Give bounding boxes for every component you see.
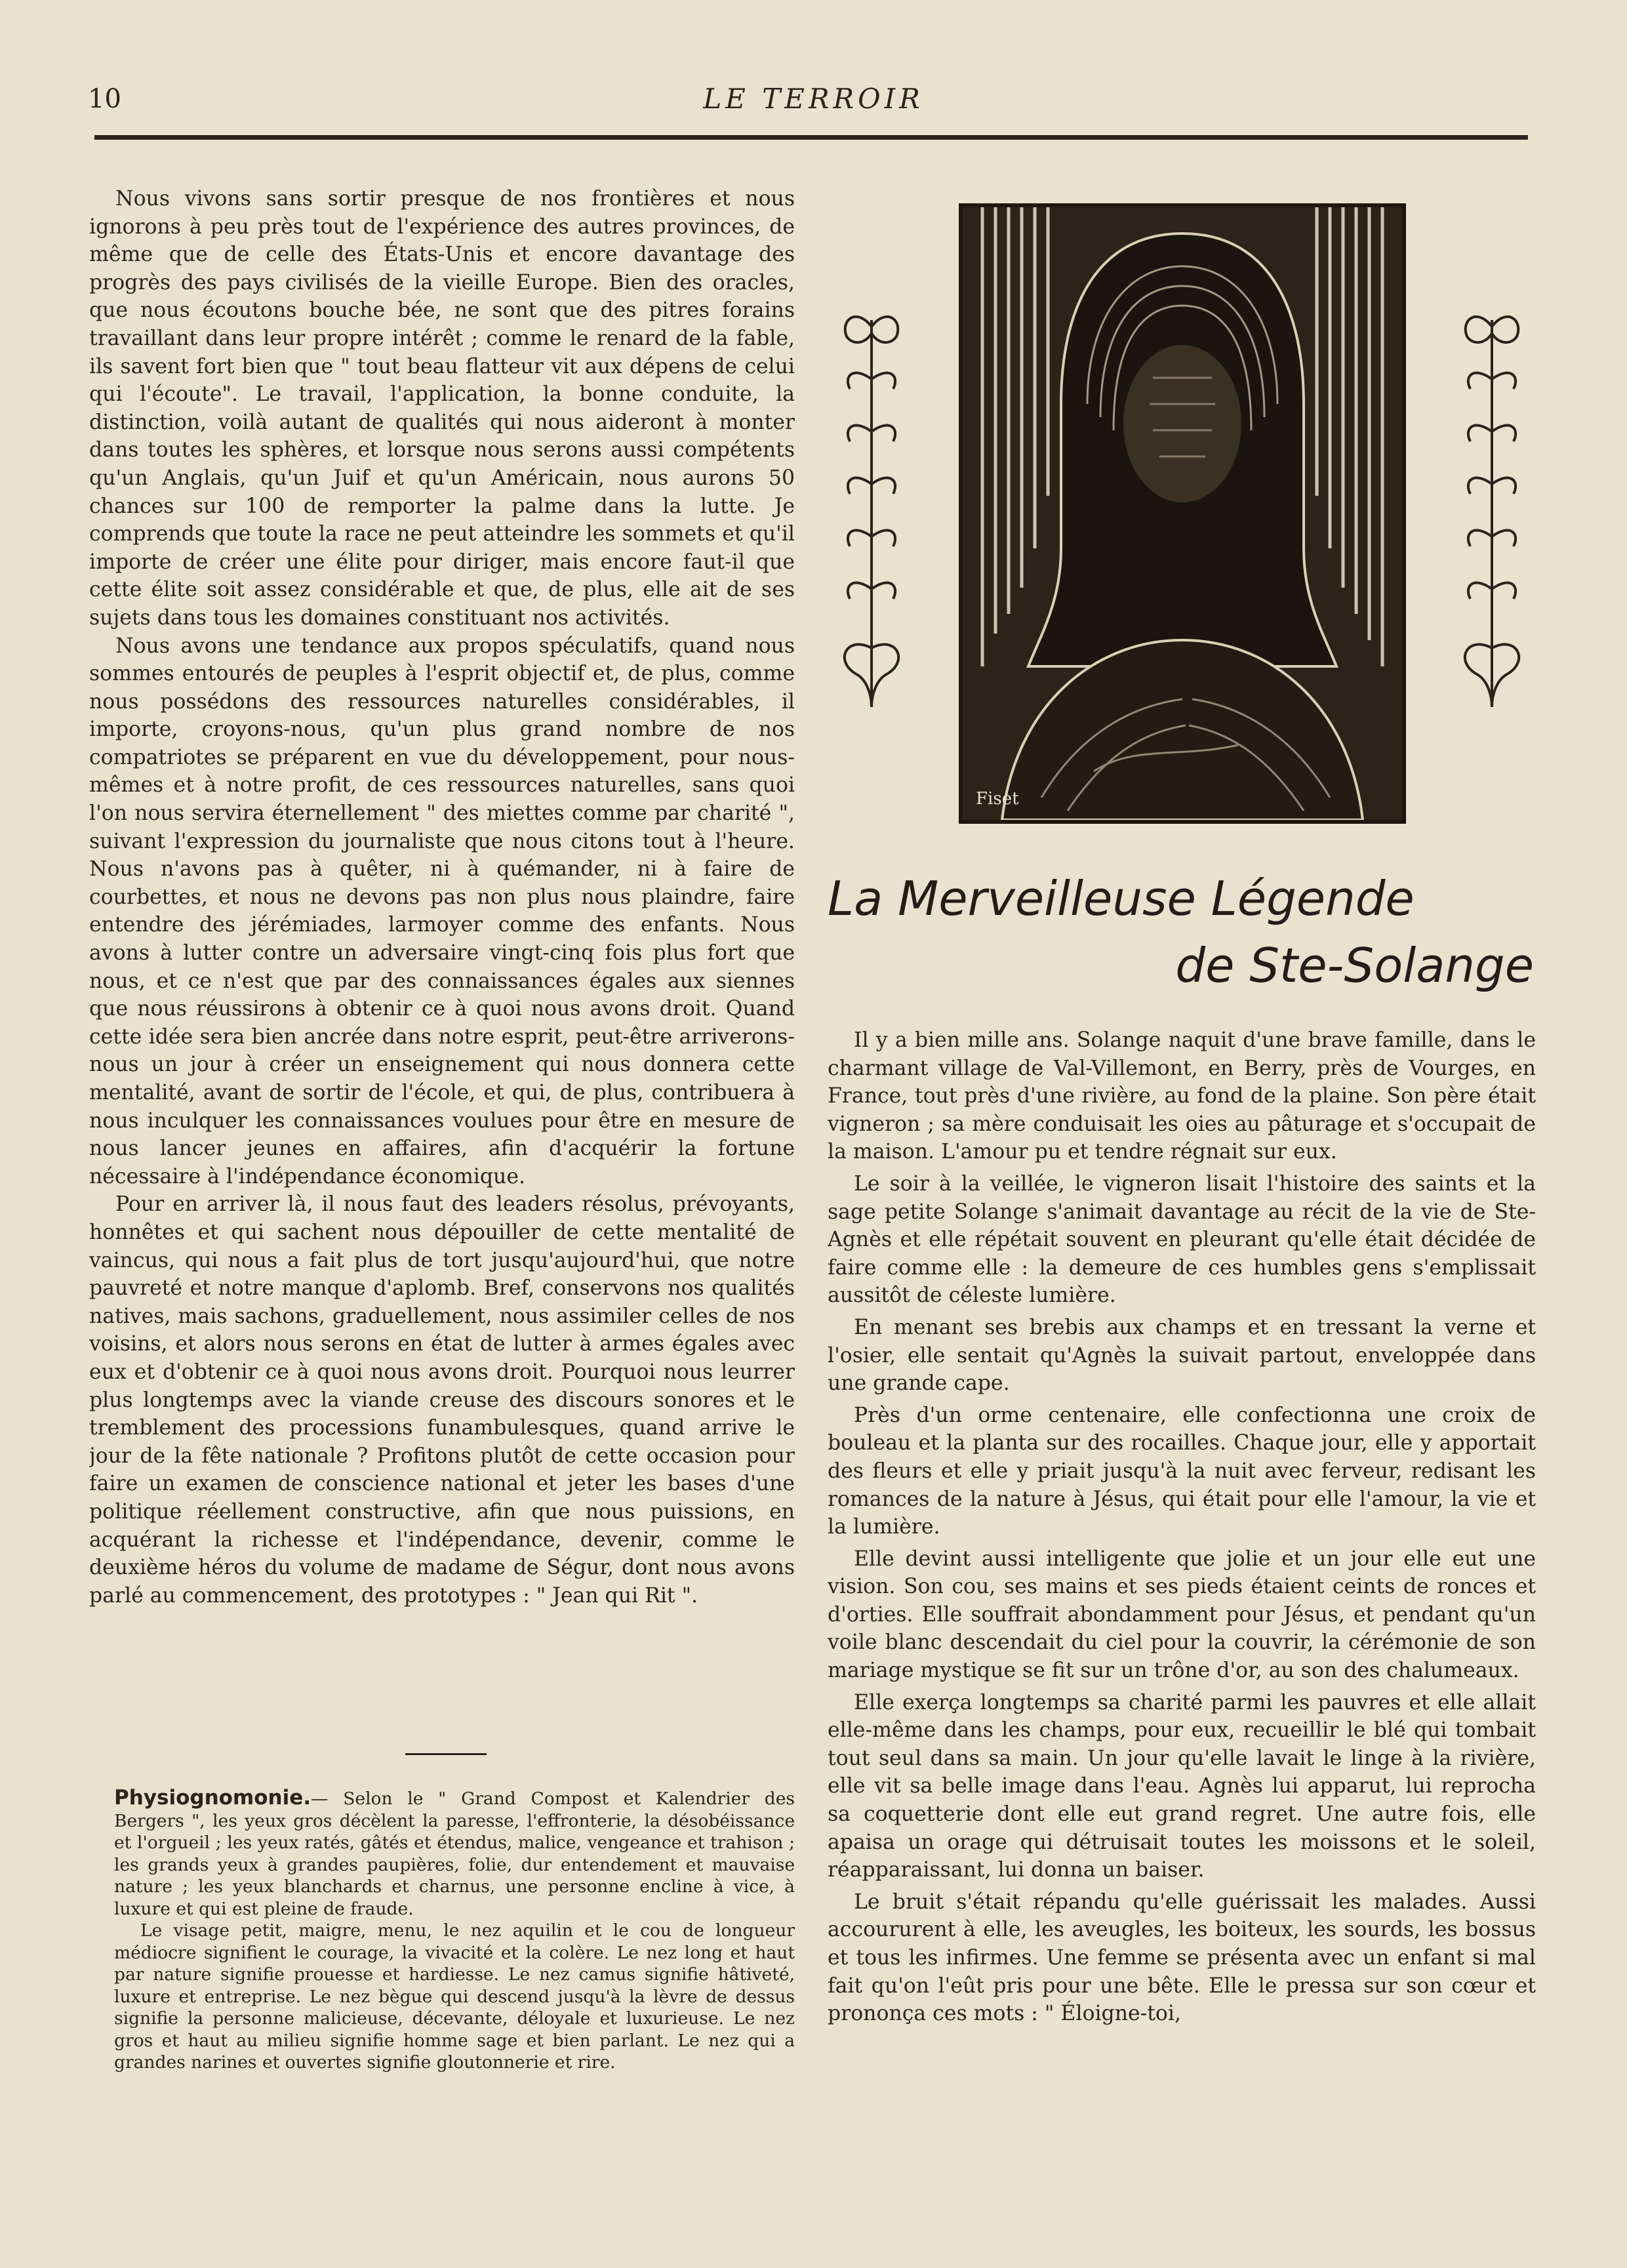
note-paragraph: Le visage petit, maigre, menu, le nez aquilin et le cou de longueur médiocre signifient le courage, la vivacité et la colère. Le nez long et haut par nature signifie prouesse et hardiesse. Le nez camus signifie hâtiveté, luxure et entreprise. Le nez bègue qui descend jusqu'à la lèvre de dessus signifie la personne malicieuse, décevante, déloyale et luxurieuse. Le nez gros et haut au milieu signifie homme sage et bien parlant. Le nez qui a grandes narines et ouvertes signifie gloutonnerie et rire. <box>114 1920 795 2073</box>
article-paragraph: Il y a bien mille ans. Solange naquit d'une brave famille, dans le charmant village de Val-Villemont, en Berry, près de Vourges, en France, tout près d'une rivière, au fond de la plaine. Son père était vigneron ; sa mère conduisait les oies au pâturage et s'occupait de la maison. L'amour pu et tendre régnait sur eux. <box>828 1028 1536 1164</box>
article-paragraph: Le bruit s'était répandu qu'elle guérissait les malades. Aussi accoururent à elle, les aveugles, les boiteux, les sourds, les bossus et tous les infirmes. Une femme se présenta avec un enfant si mal fait qu'on l'eût pris pour une bête. Elle le pressa sur son cœur et prononça ces mots : " Éloigne-toi, <box>828 1890 1536 2026</box>
note-text: — Selon le " Grand Compost et Kalendrier des Bergers ", les yeux gros décèlent la paresse, l'effronterie, la désobéissance et l'orgueil ; les yeux ratés, gâtés et étendus, malice, vengeance et trahison ; les grands yeux à grandes paupières, folie, dur entendement et mauvaise nature ; les yeux blanchards et charnus, une personne encline à vice, à luxure et qui est pleine de fraude. <box>114 1789 795 1919</box>
woodcut-saint-illustration <box>959 203 1406 824</box>
note-first-paragraph <box>114 1787 795 1920</box>
left-paragraph: Nous vivons sans sortir presque de nos frontières et nous ignorons à peu près tout de l'expérience des autres provinces, de même que de celle des États-Unis et encore davantage des progrès des pays civilisés de la vieille Europe. Bien des oracles, que nous écoutons bouche bée, ne sont que des pitres forains travaillant dans leur propre intérêt ; comme le renard de la fable, ils savent fort bien que " tout beau flatteur vit aux dépens de celui qui l'écoute". Le travail, l'application, la bonne conduite, la distinction, voilà autant de qualités qui nous aideront à monter dans toutes les sphères, et lorsque nous serons aussi compétents qu'un Anglais, qu'un Juif et qu'un Américain, nous aurons 50 chances sur 100 de remporter la palme dans la lutte. Je comprends que toute la race ne peut atteindre les sommets et qu'il importe de créer une élite pour diriger, mais encore faut-il que cette élite soit assez considérable et que, de plus, elle ait de ses sujets dans tous les domaines constituant nos activités. <box>89 187 795 630</box>
left-column-article <box>89 185 795 1737</box>
article-title-line2: de Ste-Solange <box>1175 938 1534 993</box>
article-paragraph: Près d'un orme centenaire, elle confectionna une croix de bouleau et la planta sur des rocailles. Chaque jour, elle y apportait des fleurs et elle y priait jusqu'à la nuit avec ferveur, redisant les romances de la nature à Jésus, qui était pour elle l'amour, la vie et la lumière. <box>828 1403 1536 1539</box>
running-head: LE TERROIR <box>703 83 924 115</box>
article-paragraph: En menant ses brebis aux champs et en tressant la verne et l'osier, elle sentait qu'Agnès la suivait partout, enveloppée dans une grande cape. <box>828 1315 1536 1396</box>
left-paragraph: Pour en arriver là, il nous faut des leaders résolus, prévoyants, honnêtes et qui sachent nous dépouiller de cette mentalité de vaincus, qui nous a fait plus de tort jusqu'aujourd'hui, que notre pauvreté et notre manque d'aplomb. Bref, conservons nos qualités natives, mais sachons, graduellement, nous assimiler celles de nos voisins, et alors nous serons en état de lutter à armes égales avec eux et d'obtenir ce à quoi nous avons droit. Pourquoi nous leurrer plus longtemps avec la viande creuse des discours sonores et le tremblement des processions funambulesques, quand arrive le jour de la fête nationale ? Profitons plutôt de cette occasion pour faire un examen de conscience national et jeter les bases d'une politique réellement constructive, afin que nous puissions, en acquérant la richesse et l'indépendance, devenir, comme le deuxième héros du volume de madame de Ségur, dont nous avons parlé au commencement, des prototypes : " Jean qui Rit ". <box>89 1192 795 1608</box>
floral-ornament-left <box>830 307 913 727</box>
header-rule <box>94 135 1528 140</box>
section-separator <box>405 1753 487 1755</box>
illustration-signature: Fiset <box>976 789 1019 809</box>
article-paragraph: Elle exerça longtemps sa charité parmi les pauvres et elle allait elle-même dans les champs, pour eux, recueillir le blé qui tombait tout seul dans sa main. Un jour qu'elle lavait le linge à la rivière, elle vit sa belle image dans l'eau. Agnès lui apparut, lui reprocha sa coquetterie dont elle eut grand regret. Une autre fois, elle apaisa un orage qui détruisait toutes les moissons et le soleil, réapparaissant, lui donna un baiser. <box>828 1690 1536 1882</box>
woodcut-image <box>963 207 1402 820</box>
article-title-line1: La Merveilleuse Légende <box>828 871 1415 926</box>
article-paragraph: Elle devint aussi intelligente que jolie et un jour elle eut une vision. Son cou, ses mains et ses pieds étaient ceints de ronces et d'orties. Elle souffrait abondamment pour Jésus, et pendant qu'un voile blanc descendait du ciel pour la couvrir, la cérémonie de son mariage mystique se fit sur un trône d'or, au son des chalumeaux. <box>828 1547 1536 1683</box>
physiognomonie-note <box>114 1787 795 2128</box>
left-paragraph: Nous avons une tendance aux propos spéculatifs, quand nous sommes entourés de peuples à l'esprit objectif et, de plus, comme nous possédons des ressources naturelles considérables, il importe, croyons-nous, qu'un plus grand nombre de nos compatriotes se préparent en vue du développement, pour nous-mêmes et à notre profit, de ces ressources naturelles, sans quoi l'on nous servira éternellement " des miettes comme par charité ", suivant l'expression du journaliste que nous citons tout à l'heure. Nous n'avons pas à quêter, ni à quémander, ni à faire de courbettes, et nous ne devons pas non plus nous plaindre, faire entendre des jérémiades, larmoyer comme des enfants. Nous avons à lutter contre un adversaire vingt-cinq fois plus fort que nous, et ce n'est que par des connaissances égales aux siennes que nous réussirons à obtenir ce à quoi nous avons droit. Quand cette idée sera bien ancrée dans notre esprit, peut-être arriverons-nous un jour à créer un enseignement qui nous donnera cette mentalité, avant de sortir de l'école, et qui, de plus, contribuera à nous inculquer les connaissances voulues pour être en mesure de nous lancer jeunes en affaires, afin d'acquérir la fortune nécessaire à l'indépendance économique. <box>89 634 795 1188</box>
note-title: Physiognomonie. <box>114 1787 311 1810</box>
floral-ornament-right <box>1451 307 1533 727</box>
article-paragraph: Le soir à la veillée, le vigneron lisait l'histoire des saints et la sage petite Solange s'animait davantage au récit de la vie de Ste-Agnès et elle répétait souvent en pleurant qu'elle était décidée de faire comme elle : la demeure de ces humbles gens s'emplissait aussitôt de céleste lumière. <box>828 1171 1536 1308</box>
page-number: 10 <box>88 84 121 114</box>
right-column-article <box>828 1026 1536 2122</box>
